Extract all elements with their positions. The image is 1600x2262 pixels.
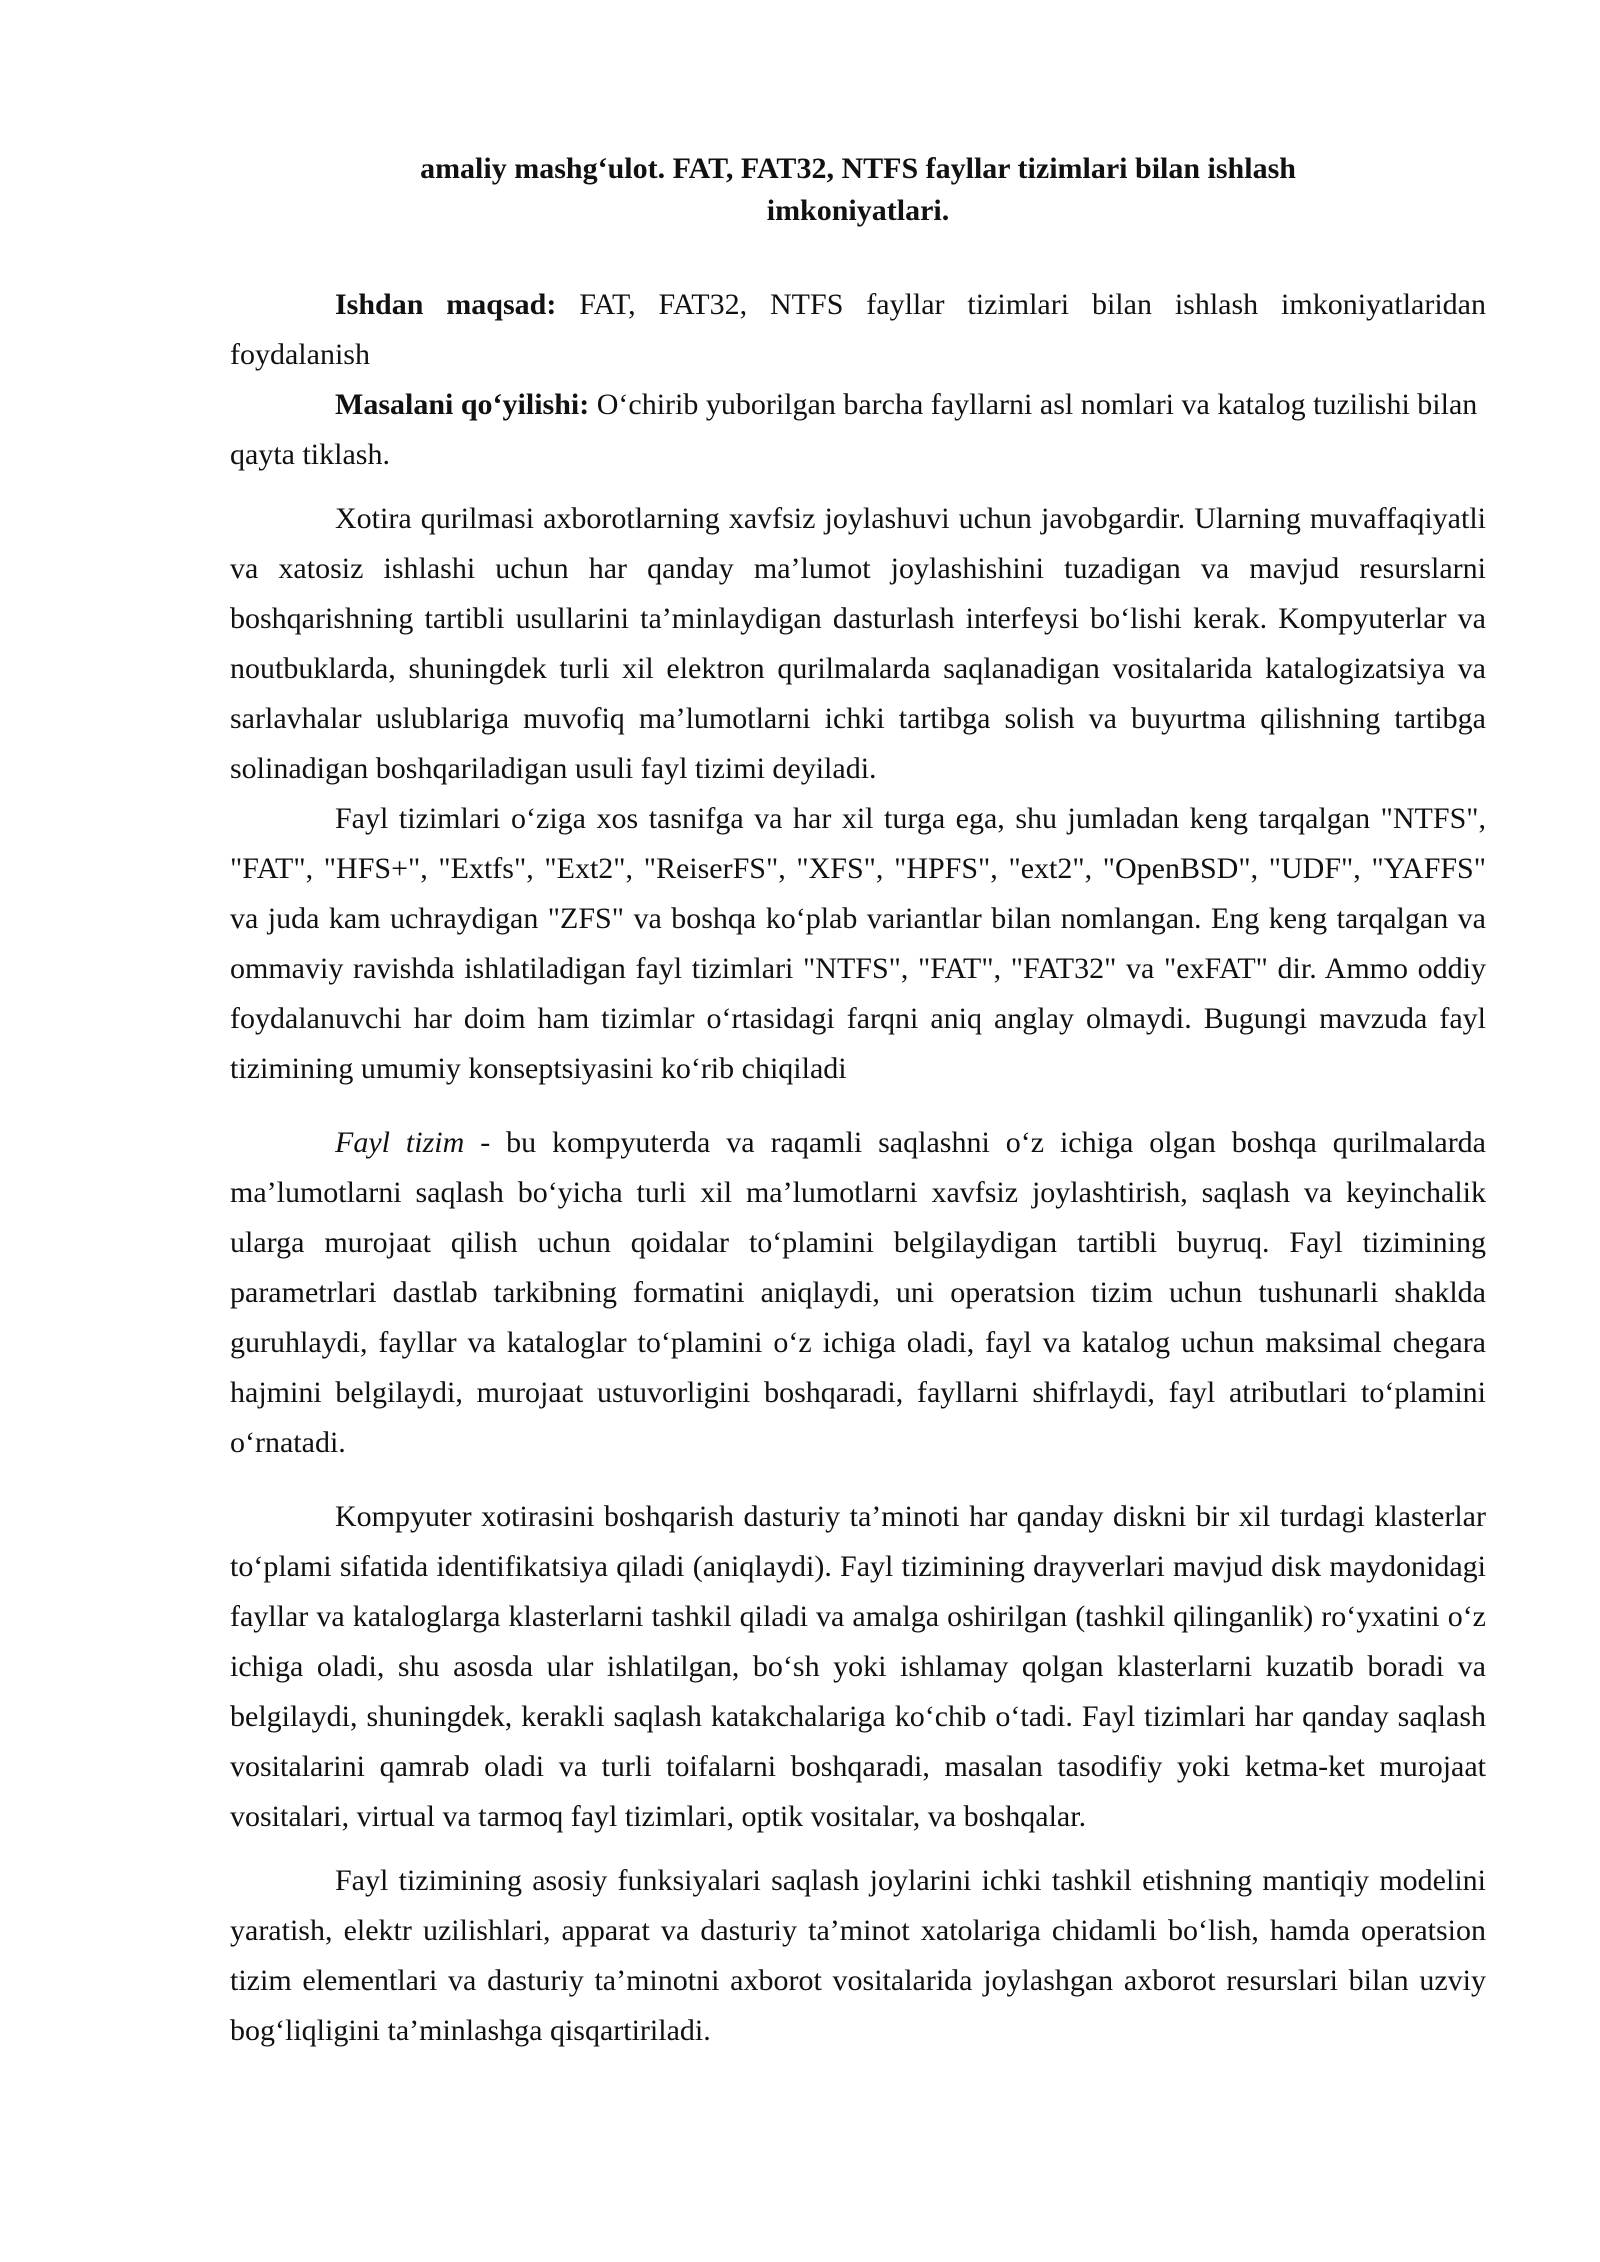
goal-paragraph	[230, 280, 1486, 380]
body-paragraph-3-text: - bu kompyuterda va raqamli saqlashni o‘z ichiga olgan boshqa qurilmalarda ma’lumotlarni saqlash bo‘yicha turli xil ma’lumotlarni xavfsiz joylashtirish, saqlash va keyinchalik ularga murojaat qilish uchun qoidalar to‘plamini belgilaydigan tartibli buyruq. Fayl tizimining parametrlari dastlab tarkibning formatini aniqlaydi, uni operatsion tizim uchun tushunarli shaklda guruhlaydi, fayllar va kataloglar to‘plamini o‘z ichiga oladi, fayl va katalog uchun maksimal chegara hajmini belgilaydi, murojaat ustuvorligini boshqaradi, fayllarni shifrlaydi, fayl atributlari to‘plamini o‘rnatadi.	[230, 1126, 1486, 1459]
body-paragraph-2: Fayl tizimlari o‘ziga xos tasnifga va har xil turga ega, shu jumladan keng tarqalgan "NTFS", "FAT", "HFS+", "Extfs", "Ext2", "ReiserFS", "XFS", "HPFS", "ext2", "OpenBSD", "UDF", "YAFFS" va juda kam uchraydigan "ZFS" va boshqa ko‘plab variantlar bilan nomlangan. Eng keng tarqalgan va ommaviy ravishda ishlatiladigan fayl tizimlari "NTFS", "FAT", "FAT32" va "exFAT" dir. Ammo oddiy foydalanuvchi har doim ham tizimlar o‘rtasidagi farqni aniq anglay olmaydi. Bugungi mavzuda fayl tizimining umumiy konseptsiyasini ko‘rib chiqiladi	[230, 802, 1486, 1085]
goal-label: Ishdan maqsad:	[335, 288, 557, 321]
task-paragraph	[230, 380, 1486, 480]
body-paragraph-4: Kompyuter xotirasini boshqarish dasturiy ta’minoti har qanday diskni bir xil turdagi klasterlar to‘plami sifatida identifikatsiya qiladi (aniqlaydi). Fayl tizimining drayverlari mavjud disk maydonidagi fayllar va kataloglarga klasterlarni tashkil qiladi va amalga oshirilgan (tashkil qilinganlik) ro‘yxatini o‘z ichiga oladi, shu asosda ular ishlatilgan, bo‘sh yoki ishlamay qolgan klasterlarni kuzatib boradi va belgilaydi, shuningdek, kerakli saqlash katakchalariga ko‘chib o‘tadi. Fayl tizimlari har qanday saqlash vositalarini qamrab oladi va turli toifalarni boshqaradi, masalan tasodifiy yoki ketma-ket murojaat vositalari, virtual va tarmoq fayl tizimlari, optik vositalar, va boshqalar.	[230, 1500, 1486, 1833]
task-text: O‘chirib yuborilgan barcha fayllarni asl nomlari va katalog tuzilishi bilan qayta tiklash.	[230, 388, 1478, 471]
body-paragraph-3	[230, 1118, 1486, 1468]
body-paragraph-1: Xotira qurilmasi axborotlarning xavfsiz joylashuvi uchun javobgardir. Ularning muvaffaqiyatli va xatosiz ishlashi uchun har qanday ma’lumot joylashishini tuzadigan va mavjud resurslarni boshqarishning tartibli usullarini ta’minlaydigan dasturlash interfeysi bo‘lishi kerak. Kompyuterlar va noutbuklarda, shuningdek turli xil elektron qurilmalarda saqlanadigan vositalarida katalogizatsiya va sarlavhalar uslublariga muvofiq ma’lumotlarni ichki tartibga solish va buyurtma qilishning tartibga solinadigan boshqariladigan usuli fayl tizimi deyiladi.	[230, 502, 1486, 785]
title-line-2: imkoniyatlari.	[766, 194, 950, 227]
file-system-term: Fayl tizim	[335, 1126, 465, 1159]
title-line-1: amaliy mashg‘ulot. FAT, FAT32, NTFS fayllar tizimlari bilan ishlash	[420, 152, 1296, 185]
document-page	[230, 148, 1486, 2056]
document-title	[230, 148, 1486, 232]
task-label: Masalani qo‘yilishi:	[335, 388, 590, 421]
goal-text: FAT, FAT32, NTFS fayllar tizimlari bilan ishlash imkoniyatlaridan foydalanish	[230, 288, 1486, 371]
body-paragraph-5: Fayl tizimining asosiy funksiyalari saqlash joylarini ichki tashkil etishning mantiqiy modelini yaratish, elektr uzilishlari, apparat va dasturiy ta’minot xatolariga chidamli bo‘lish, hamda operatsion tizim elementlari va dasturiy ta’minotni axborot vositalarida joylashgan axborot resurslari bilan uzviy bog‘liqligini ta’minlashga qisqartiriladi.	[230, 1864, 1486, 2047]
